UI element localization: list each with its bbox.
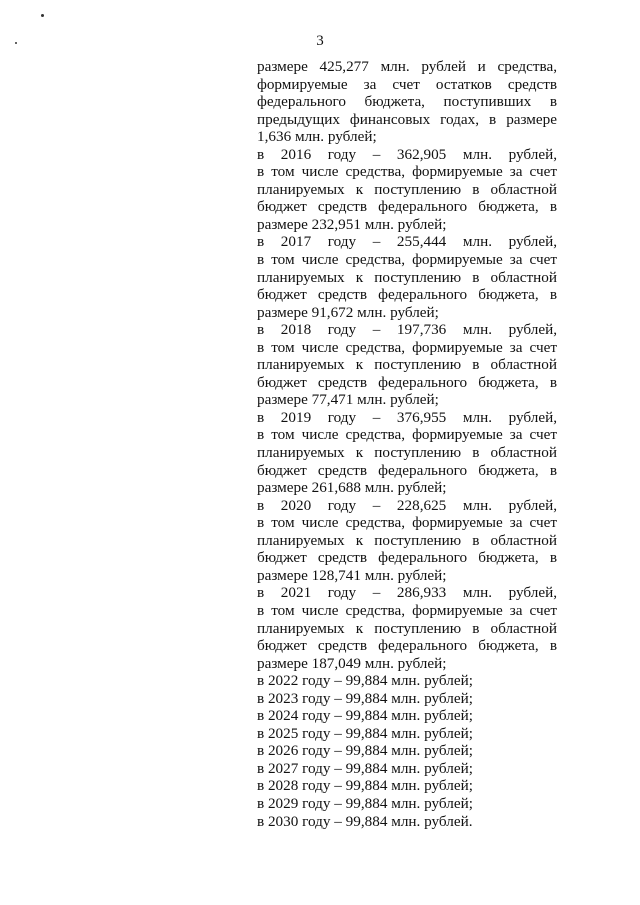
text-line: размере 128,741 млн. рублей;	[257, 566, 447, 584]
text-line: размере 261,688 млн. рублей;	[257, 479, 447, 497]
text-line: бюджет средств федерального бюджета, в	[257, 461, 557, 479]
page-number: 3	[316, 33, 324, 49]
text-line: планируемых к поступлению в областной	[257, 356, 557, 374]
text-line: планируемых к поступлению в областной	[257, 180, 557, 198]
text-line: в 2017 году – 255,444 млн. рублей,	[257, 233, 557, 251]
text-line: в 2030 году – 99,884 млн. рублей.	[257, 812, 473, 830]
text-line: в 2021 году – 286,933 млн. рублей,	[257, 584, 557, 602]
text-line: размере 232,951 млн. рублей;	[257, 215, 447, 233]
text-line: в 2023 году – 99,884 млн. рублей;	[257, 689, 473, 707]
text-line: в том числе средства, формируемые за счет	[257, 426, 557, 444]
text-line: в 2020 году – 228,625 млн. рублей,	[257, 496, 557, 514]
text-line: размере 77,471 млн. рублей;	[257, 391, 439, 409]
text-line: бюджет средств федерального бюджета, в	[257, 637, 557, 655]
text-line: в том числе средства, формируемые за счет	[257, 163, 557, 181]
text-line: размере 187,049 млн. рублей;	[257, 654, 447, 672]
text-line: бюджет средств федерального бюджета, в	[257, 373, 557, 391]
text-line: в 2022 году – 99,884 млн. рублей;	[257, 672, 473, 690]
text-line: в том числе средства, формируемые за счет	[257, 338, 557, 356]
text-line: в 2025 году – 99,884 млн. рублей;	[257, 724, 473, 742]
text-line: планируемых к поступлению в областной	[257, 619, 557, 637]
text-line: планируемых к поступлению в областной	[257, 531, 557, 549]
budget-text-block	[257, 58, 557, 830]
scan-speck	[41, 14, 44, 17]
text-line: в 2019 году – 376,955 млн. рублей,	[257, 408, 557, 426]
text-line: формируемые за счет остатков средств	[257, 75, 557, 93]
text-line: в 2016 году – 362,905 млн. рублей,	[257, 145, 557, 163]
text-line: в 2029 году – 99,884 млн. рублей;	[257, 794, 473, 812]
text-line: бюджет средств федерального бюджета, в	[257, 198, 557, 216]
text-line: в 2028 году – 99,884 млн. рублей;	[257, 777, 473, 795]
text-line: в 2018 году – 197,736 млн. рублей,	[257, 321, 557, 339]
text-line: бюджет средств федерального бюджета, в	[257, 286, 557, 304]
text-line: 1,636 млн. рублей;	[257, 128, 377, 146]
text-line: в том числе средства, формируемые за счет	[257, 251, 557, 269]
text-line: в 2027 году – 99,884 млн. рублей;	[257, 759, 473, 777]
text-line: планируемых к поступлению в областной	[257, 268, 557, 286]
text-line: в том числе средства, формируемые за счет	[257, 514, 557, 532]
text-line: федерального бюджета, поступивших в	[257, 93, 557, 111]
text-line: размере 91,672 млн. рублей;	[257, 303, 439, 321]
text-line: предыдущих финансовых годах, в размере	[257, 110, 557, 128]
text-line: бюджет средств федерального бюджета, в	[257, 549, 557, 567]
text-line: в 2024 году – 99,884 млн. рублей;	[257, 707, 473, 725]
text-line: в 2026 году – 99,884 млн. рублей;	[257, 742, 473, 760]
text-line: в том числе средства, формируемые за счет	[257, 601, 557, 619]
text-line: размере 425,277 млн. рублей и средства,	[257, 58, 557, 75]
text-line: планируемых к поступлению в областной	[257, 444, 557, 462]
